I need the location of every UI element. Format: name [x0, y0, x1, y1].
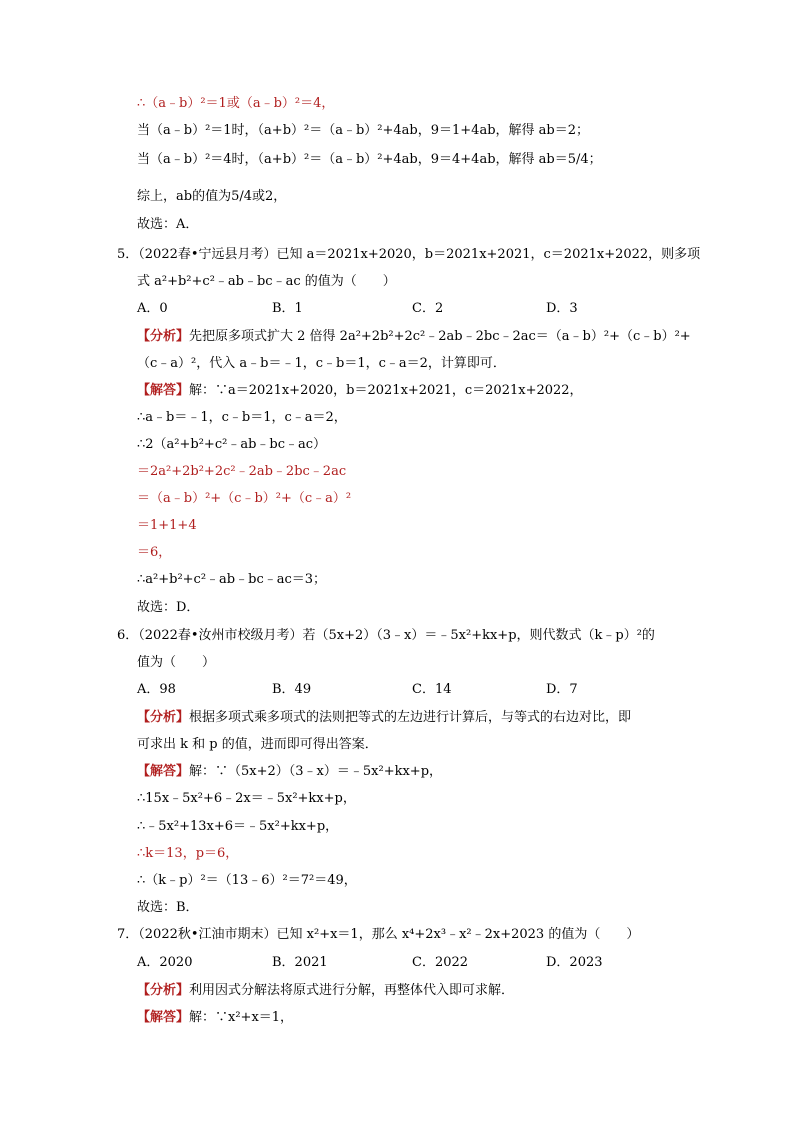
q5-answer-tag: 【解答】: [137, 383, 190, 398]
q7-option-a: A．2020: [137, 955, 193, 970]
q5-analysis-text: 先把原多项式扩大 2 倍得 2a²+2b²+2c²﹣2ab﹣2bc﹣2ac＝（a﹣b）²+（c﹣b）²+: [189, 329, 691, 344]
q7-analysis-line-1: [137, 982, 514, 1000]
q5-option-b: B．1: [272, 301, 303, 316]
q6-option-a: A．98: [137, 682, 176, 697]
q5-analysis-line-2: （c﹣a）²，代入 a﹣b＝﹣1，c﹣b＝1，c﹣a＝2，计算即可．: [137, 356, 506, 371]
q6-option-d: D．7: [546, 682, 578, 697]
q7-option-b: B．2021: [272, 955, 328, 970]
q5-step-1: ∴a﹣b＝﹣1，c﹣b＝1，c﹣a＝2，: [137, 410, 347, 425]
q5-step-2: ∴2（a²+b²+c²﹣ab﹣bc﹣ac）: [137, 437, 327, 452]
q7-answer-line-1: [137, 1009, 293, 1027]
q6-answer-text: 解：∵（5x+2）（3﹣x）＝﹣5x²+kx+p，: [189, 764, 443, 779]
q6-analysis-line-2: 可求出 k 和 p 的值，进而即可得出答案．: [137, 737, 378, 752]
q5-step-3: ＝2a²+2b²+2c²﹣2ab﹣2bc﹣2ac: [137, 464, 347, 479]
q5-choice: 故选：D．: [137, 600, 200, 615]
question-6-stem-line-1: 6．（2022春•汝州市校级月考）若（5x+2）（3﹣x）＝﹣5x²+kx+p，则代数式（k﹣p）²的: [117, 628, 655, 643]
q5-step-7: ∴a²+b²+c²﹣ab﹣bc﹣ac＝3；: [137, 572, 327, 587]
q7-option-d: D．2023: [546, 955, 603, 970]
q5-step-6: ＝6，: [137, 545, 172, 560]
q5-answer-text: 解：∵a＝2021x+2020，b＝2021x+2021，c＝2021x+2022，: [189, 383, 583, 398]
q7-answer-text: 解：∵x²+x＝1，: [189, 1010, 294, 1025]
q6-step-4: ∴（k﹣p）²＝（13﹣6）²＝7²＝49，: [137, 873, 357, 888]
q5-option-d: D．3: [546, 301, 578, 316]
q6-analysis-line-1: [137, 709, 631, 727]
q5-answer-line-1: [137, 382, 583, 400]
q6-choice: 故选：B．: [137, 900, 199, 915]
prev-solution-line-2: 当（a﹣b）²＝1时，（a+b）²＝（a﹣b）²+4ab，9＝1+4ab，解得 ab＝2；: [137, 123, 590, 138]
question-5-stem-line-1: 5．（2022春•宁远县月考）已知 a＝2021x+2020，b＝2021x+2021，c＝2021x+2022，则多项: [117, 247, 701, 262]
prev-solution-line-3: 当（a﹣b）²＝4时，（a+b）²＝（a﹣b）²+4ab，9＝4+4ab，解得 ab＝5/4；: [137, 152, 602, 167]
q6-analysis-text: 根据多项式乘多项式的法则把等式的左边进行计算后，与等式的右边对比，即: [189, 710, 632, 725]
question-6-stem-line-2: 值为（ ）: [137, 655, 216, 670]
q6-step-1: ∴15x﹣5x²+6﹣2x＝﹣5x²+kx+p，: [137, 791, 356, 806]
q7-answer-tag: 【解答】: [137, 1010, 190, 1025]
q6-answer-tag: 【解答】: [137, 764, 190, 779]
q5-step-5: ＝1+1+4: [137, 518, 197, 533]
prev-solution-line-4: 综上，ab的值为5/4或2，: [137, 189, 287, 204]
q7-option-c: C．2022: [412, 955, 469, 970]
question-5-stem-line-2: 式 a²+b²+c²﹣ab﹣bc﹣ac 的值为（ ）: [137, 274, 396, 289]
q6-analysis-tag: 【分析】: [137, 710, 190, 725]
q6-step-3: ∴k＝13，p＝6，: [137, 846, 239, 861]
q6-option-b: B．49: [272, 682, 312, 697]
q7-analysis-text: 利用因式分解法将原式进行分解，再整体代入即可求解．: [189, 983, 515, 998]
q6-step-2: ∴﹣5x²+13x+6＝﹣5x²+kx+p，: [137, 819, 339, 834]
q5-analysis-line-1: [137, 328, 691, 346]
q6-option-c: C．14: [412, 682, 452, 697]
q5-option-c: C．2: [412, 301, 444, 316]
q5-analysis-tag: 【分析】: [137, 329, 190, 344]
q6-answer-line-1: [137, 763, 442, 781]
prev-solution-line-1: ∴（a﹣b）²＝1或（a﹣b）²＝4，: [137, 96, 335, 111]
q5-option-a: A．0: [137, 301, 168, 316]
q7-analysis-tag: 【分析】: [137, 983, 190, 998]
question-7-stem-line-1: 7．（2022秋•江油市期末）已知 x²+x＝1，那么 x⁴+2x³﹣x²﹣2x+2023 的值为（ ）: [117, 927, 640, 942]
prev-solution-choice: 故选：A．: [137, 217, 199, 232]
q5-step-4: ＝（a﹣b）²+（c﹣b）²+（c﹣a）²: [137, 491, 352, 506]
